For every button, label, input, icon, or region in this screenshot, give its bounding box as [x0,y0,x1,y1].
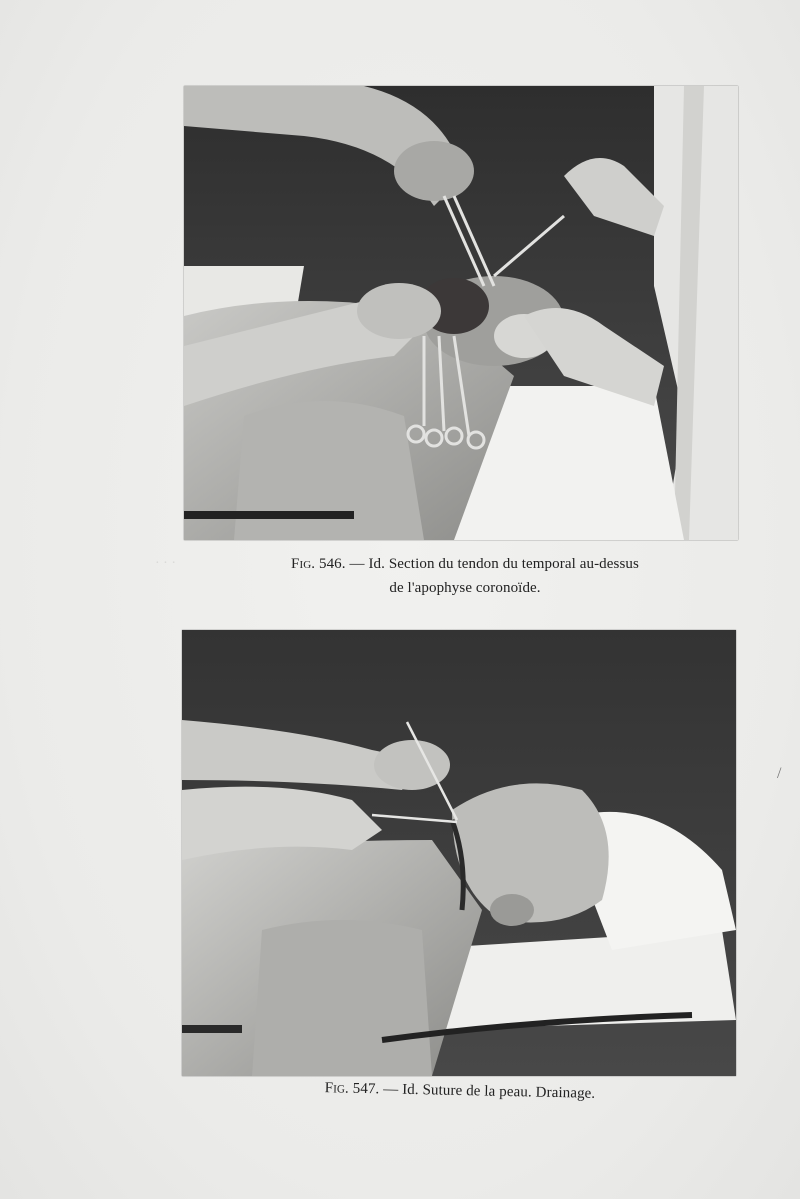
figure-547-caption [190,1077,730,1105]
figure-546-photograph [184,86,738,540]
page-speck: / [777,765,782,782]
figure-546-label: Fig. 546. [291,556,346,572]
surgery-scene-illustration [184,86,738,540]
figure-547-photograph [182,630,736,1076]
suture-scene-illustration [182,630,736,1076]
bleed-through-text: · · · [155,556,176,571]
figure-546-caption-line2: de l'apophyse coronoïde. [389,580,541,596]
figure-546-caption-line1 [200,556,730,573]
figure-546-caption-text: — Id. Section du tendon du temporal au-dessus [349,556,639,572]
figure-547-label: Fig. 547. [324,1080,380,1098]
figure-547-caption-text: — Id. Suture de la peau. Drainage. [383,1081,596,1102]
